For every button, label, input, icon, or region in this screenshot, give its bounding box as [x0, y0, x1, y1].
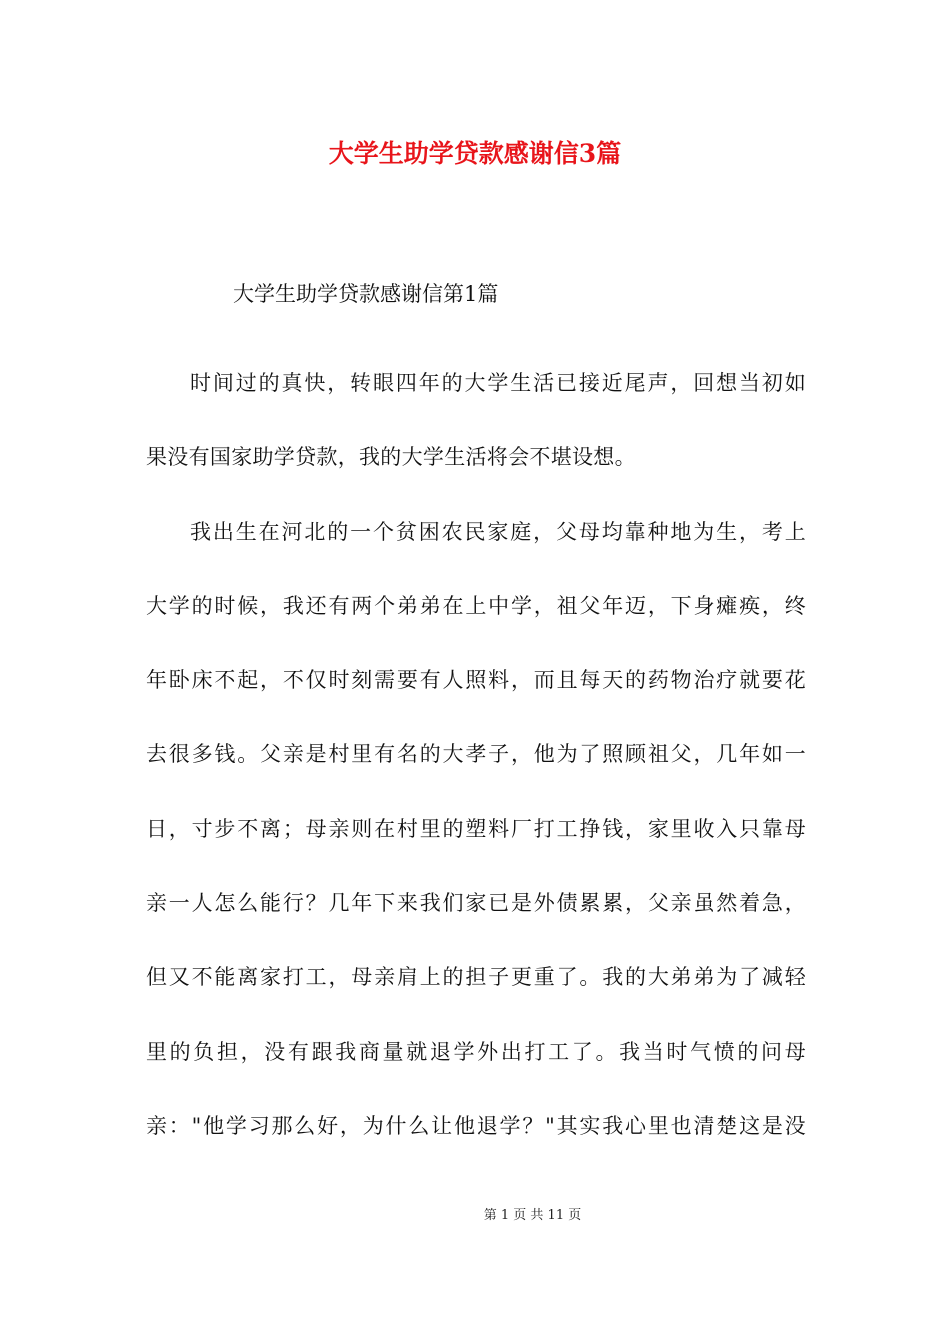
paragraph-line: 里的负担，没有跟我商量就退学外出打工了。我当时气愤的问母 — [146, 1039, 806, 1064]
paragraph-line: 亲："他学习那么好，为什么让他退学？"其实我心里也清楚这是没 — [146, 1113, 806, 1138]
document-title: 大学生助学贷款感谢信3篇 — [328, 139, 622, 168]
paragraph-line: 年卧床不起，不仅时刻需要有人照料，而且每天的药物治疗就要花 — [146, 668, 806, 693]
paragraph-line: 时间过的真快，转眼四年的大学生活已接近尾声，回想当初如 — [190, 371, 806, 395]
paragraph-line: 但又不能离家打工，母亲肩上的担子更重了。我的大弟弟为了减轻 — [146, 965, 806, 990]
paragraph-line: 日，寸步不离；母亲则在村里的塑料厂打工挣钱，家里收入只靠母 — [146, 816, 806, 841]
paragraph-1 — [146, 346, 806, 495]
paragraph-line: 我出生在河北的一个贫困农民家庭，父母均靠种地为生，考上 — [190, 519, 806, 544]
paragraph-line: 大学的时候，我还有两个弟弟在上中学，祖父年迈，下身瘫痪，终 — [146, 593, 806, 618]
section-heading: 大学生助学贷款感谢信第1篇 — [233, 282, 499, 306]
body-text — [146, 346, 806, 1163]
paragraph-line: 果没有国家助学贷款，我的大学生活将会不堪设想。 — [146, 445, 636, 470]
paragraph-line: 去很多钱。父亲是村里有名的大孝子，他为了照顾祖父，几年如一 — [146, 742, 806, 767]
paragraph-line: 亲一人怎么能行？几年下来我们家已是外债累累，父亲虽然着急， — [146, 891, 806, 916]
page-footer: 第 1 页 共 11 页 — [483, 1208, 582, 1223]
paragraph-2 — [146, 495, 806, 1164]
